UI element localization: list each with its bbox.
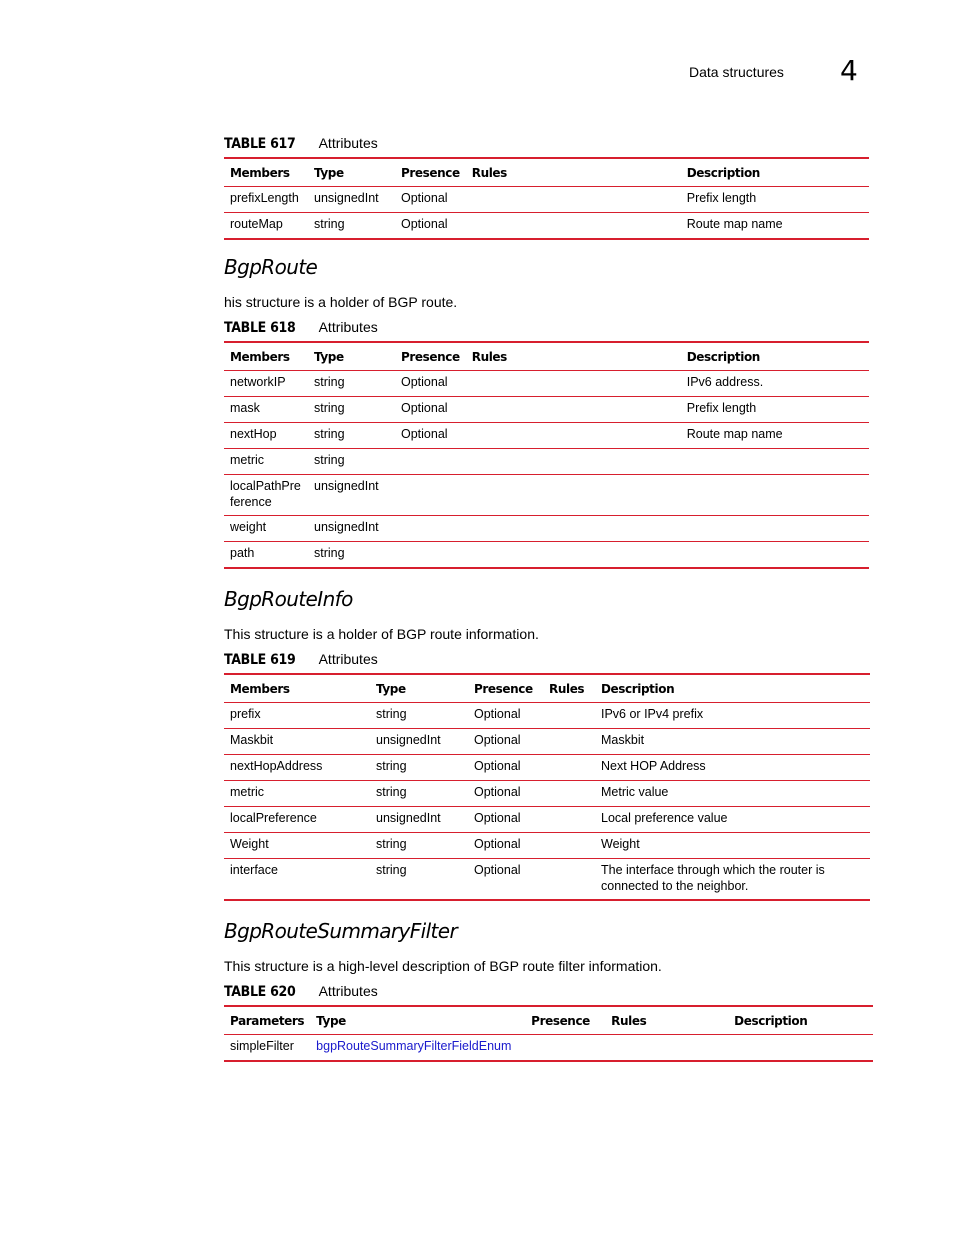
- column-header: Type: [310, 1006, 525, 1035]
- column-header: Members: [224, 158, 308, 187]
- table-cell: [681, 542, 869, 569]
- table-cell: Optional: [401, 217, 448, 231]
- table-cell: interface: [230, 863, 278, 877]
- column-header: Description: [595, 674, 870, 703]
- table-cell: Prefix length: [681, 187, 869, 213]
- table-cell: Route map name: [686, 217, 783, 231]
- table-label: TABLE 617: [224, 136, 296, 152]
- header-row: [224, 674, 870, 703]
- table-row: [224, 397, 869, 423]
- table-row: [224, 781, 870, 807]
- table-cell: [395, 516, 466, 542]
- column-header: Members: [224, 342, 308, 371]
- table-label: TABLE 619: [224, 652, 296, 668]
- table-cell: localPathPre ference: [224, 475, 308, 516]
- table-row: [224, 833, 870, 859]
- table-cell: [681, 449, 869, 475]
- table-cell: [466, 397, 681, 423]
- table-cell: [395, 475, 466, 516]
- table-cell: [543, 833, 595, 859]
- table-cell: Optional: [468, 807, 543, 833]
- table-cell: string: [370, 755, 468, 781]
- column-header: Description: [681, 158, 869, 187]
- column-header: Presence: [525, 1006, 605, 1035]
- table-cell: [543, 781, 595, 807]
- section-heading-bgproute: BgpRoute: [224, 255, 318, 279]
- table-cell: string: [308, 449, 395, 475]
- table-cell: metric: [224, 449, 308, 475]
- section-heading-bgproutesummaryfilter: BgpRouteSummaryFilter: [224, 919, 458, 943]
- table-cell: Prefix length: [681, 397, 869, 423]
- table-cell: Next HOP Address: [595, 755, 870, 781]
- table-cell: Optional: [468, 729, 543, 755]
- column-header: Rules: [466, 158, 681, 187]
- column-header: Type: [308, 158, 395, 187]
- column-header: Parameters: [224, 1006, 310, 1035]
- chapter-number: 4: [840, 54, 858, 87]
- table-row: [224, 859, 870, 901]
- table-title: Attributes: [318, 983, 378, 999]
- table-cell: [395, 449, 466, 475]
- table-cell: [543, 729, 595, 755]
- table-cell: [466, 423, 681, 449]
- type-link[interactable]: bgpRouteSummaryFilterFieldEnum: [316, 1039, 512, 1053]
- table-cell: string: [308, 397, 395, 423]
- table-cell: string: [314, 546, 345, 560]
- table-cell: [395, 542, 466, 569]
- table-cell: Optional: [474, 863, 521, 877]
- table-title: Attributes: [318, 319, 378, 335]
- table-cell: unsignedInt: [308, 187, 395, 213]
- table-cell: [605, 1035, 728, 1062]
- table-cell: string: [376, 863, 407, 877]
- table-cell: localPreference: [224, 807, 370, 833]
- table-617-caption: [224, 135, 378, 152]
- table-cell: [466, 213, 681, 240]
- table-cell: Optional: [395, 397, 466, 423]
- table-cell: routeMap: [230, 217, 283, 231]
- table-cell: nextHop: [224, 423, 308, 449]
- table-cell: Local preference value: [595, 807, 870, 833]
- table-row: [224, 516, 869, 542]
- table-cell: weight: [224, 516, 308, 542]
- table-cell: [543, 859, 595, 901]
- table-cell: [543, 703, 595, 729]
- table-cell: [466, 187, 681, 213]
- table-cell: nextHopAddress: [224, 755, 370, 781]
- column-header: Type: [308, 342, 395, 371]
- table-cell: Metric value: [595, 781, 870, 807]
- table-cell: Weight: [224, 833, 370, 859]
- table-cell: string: [370, 781, 468, 807]
- table-cell: [525, 1035, 605, 1062]
- header-row: [224, 342, 869, 371]
- table-cell: simpleFilter: [230, 1039, 294, 1053]
- table-cell: metric: [224, 781, 370, 807]
- column-header: Type: [370, 674, 468, 703]
- table-cell: string: [308, 371, 395, 397]
- section-intro: This structure is a high-level description of BGP route filter information.: [224, 958, 662, 974]
- table-cell: networkIP: [224, 371, 308, 397]
- table-618-caption: [224, 319, 378, 336]
- section-intro: his structure is a holder of BGP route.: [224, 294, 458, 310]
- table-cell: unsignedInt: [370, 807, 468, 833]
- column-header: Rules: [605, 1006, 728, 1035]
- table-cell: Optional: [468, 703, 543, 729]
- table-620: [224, 1005, 873, 1062]
- column-header: Presence: [395, 342, 466, 371]
- table-title: Attributes: [318, 651, 378, 667]
- table-cell: [466, 449, 681, 475]
- running-header: Data structures: [689, 64, 784, 80]
- table-row: [224, 475, 869, 516]
- table-620-caption: [224, 983, 378, 1000]
- header-row: [224, 1006, 873, 1035]
- header-row: [224, 158, 869, 187]
- table-cell: [543, 755, 595, 781]
- table-cell: IPv6 address.: [681, 371, 869, 397]
- table-row: [224, 542, 869, 569]
- table-cell: [466, 516, 681, 542]
- table-row: [224, 1035, 873, 1062]
- table-cell: string: [370, 833, 468, 859]
- table-cell: [681, 516, 869, 542]
- table-cell: mask: [224, 397, 308, 423]
- table-row: [224, 703, 870, 729]
- table-label: TABLE 620: [224, 984, 296, 1000]
- table-row: [224, 449, 869, 475]
- table-cell: Weight: [595, 833, 870, 859]
- table-cell: [728, 1035, 873, 1062]
- table-row: [224, 807, 870, 833]
- table-cell: [466, 475, 681, 516]
- table-cell: prefixLength: [224, 187, 308, 213]
- column-header: Members: [224, 674, 370, 703]
- table-cell: unsignedInt: [308, 516, 395, 542]
- table-row: [224, 755, 870, 781]
- table-cell: The interface through which the router is connected to the neighbor.: [601, 863, 825, 893]
- table-cell: [466, 371, 681, 397]
- table-row: [224, 729, 870, 755]
- table-title: Attributes: [318, 135, 378, 151]
- table-619: [224, 673, 870, 901]
- table-cell: Optional: [395, 187, 466, 213]
- table-cell: Maskbit: [224, 729, 370, 755]
- table-cell: Optional: [468, 755, 543, 781]
- table-cell: IPv6 or IPv4 prefix: [595, 703, 870, 729]
- table-row: [224, 423, 869, 449]
- table-cell: unsignedInt: [370, 729, 468, 755]
- table-cell: Route map name: [681, 423, 869, 449]
- table-row: [224, 187, 869, 213]
- table-cell: path: [230, 546, 255, 560]
- table-label: TABLE 618: [224, 320, 296, 336]
- column-header: Rules: [466, 342, 681, 371]
- table-cell: Optional: [468, 781, 543, 807]
- section-heading-bgprouteinfo: BgpRouteInfo: [224, 587, 353, 611]
- column-header: Presence: [395, 158, 466, 187]
- table-row: [224, 371, 869, 397]
- table-cell: Optional: [468, 833, 543, 859]
- table-cell: Optional: [395, 423, 466, 449]
- column-header: Rules: [543, 674, 595, 703]
- table-cell: unsignedInt: [308, 475, 395, 516]
- table-cell: string: [370, 703, 468, 729]
- column-header: Presence: [468, 674, 543, 703]
- table-617: [224, 157, 869, 240]
- column-header: Description: [728, 1006, 873, 1035]
- table-cell: Maskbit: [595, 729, 870, 755]
- section-intro: This structure is a holder of BGP route information.: [224, 626, 539, 642]
- table-cell: string: [308, 423, 395, 449]
- table-row: [224, 213, 869, 240]
- table-cell: prefix: [224, 703, 370, 729]
- table-618: [224, 341, 869, 569]
- table-619-caption: [224, 651, 378, 668]
- table-cell: string: [314, 217, 345, 231]
- table-cell: [681, 475, 869, 516]
- table-cell: Optional: [395, 371, 466, 397]
- table-cell: [543, 807, 595, 833]
- table-cell: [466, 542, 681, 569]
- column-header: Description: [681, 342, 869, 371]
